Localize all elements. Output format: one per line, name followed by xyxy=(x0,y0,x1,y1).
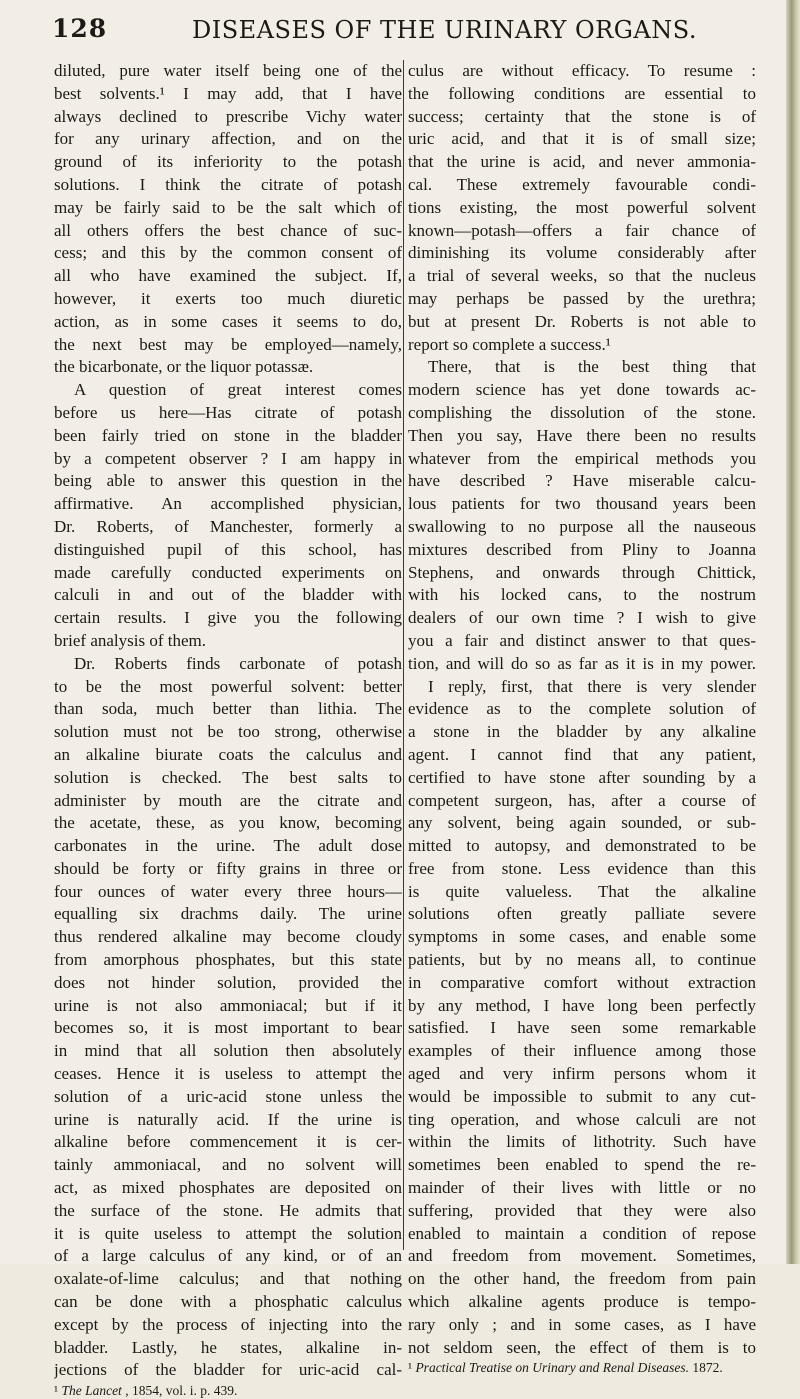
right-column xyxy=(408,60,756,1376)
text-line: should be forty or fifty grains in three or xyxy=(54,858,402,878)
text-line: that the urine is acid, and never ammonia- xyxy=(408,152,756,172)
text-line: ting operation, and whose calculi are not xyxy=(408,1109,756,1129)
text-line: would be impossible to submit to any cut- xyxy=(408,1086,756,1106)
text-line: tainly ammoniacal, and no solvent will xyxy=(54,1155,402,1175)
text-line: by any method, I have long been perfectly xyxy=(408,995,756,1015)
page-edge xyxy=(786,0,800,1264)
text-line: for any urinary affection, and on the xyxy=(54,129,402,149)
text-line: diminishing its volume considerably after xyxy=(408,243,756,263)
text-line: than soda, much better than lithia. The xyxy=(54,699,402,719)
text-line: I reply, first, that there is very slender xyxy=(428,676,756,696)
text-line: solutions. I think the citrate of potash xyxy=(54,174,402,194)
text-line: mitted to autopsy, and demonstrated to be xyxy=(408,836,756,856)
text-line: affirmative. An accomplished physician, xyxy=(54,494,402,514)
text-line: symptoms in some cases, and enable some xyxy=(408,927,756,947)
text-line: brief analysis of them. xyxy=(54,630,207,650)
text-line: patients, but by no means all, to continue xyxy=(408,950,756,970)
text-line: can be done with a phosphatic calculus xyxy=(54,1292,402,1312)
text-line: certain results. I give you the following xyxy=(54,608,402,628)
text-line: on the other hand, the freedom from pain xyxy=(408,1269,756,1289)
text-line: dealers of our own time ? I wish to give xyxy=(408,608,756,628)
text-line: it is quite useless to attempt the solution xyxy=(54,1223,402,1243)
text-line: competent surgeon, has, after a course of xyxy=(408,790,756,810)
text-line: becomes so, it is most important to bear xyxy=(54,1018,402,1038)
text-line: in mind that all solution then absolutely xyxy=(54,1041,402,1061)
text-line: a stone in the bladder by any alkaline xyxy=(408,722,756,742)
text-line: best solvents.¹ I may add, that I have xyxy=(54,83,402,103)
text-line: mainder of their lives with little or no xyxy=(408,1178,756,1198)
text-line: does not hinder solution, provided the xyxy=(54,972,402,992)
footnote-part: Practical Treatise on Urinary and Renal Diseases. xyxy=(415,1360,690,1376)
text-line: diluted, pure water itself being one of the xyxy=(54,61,402,80)
text-line: Then you say, Have there been no results xyxy=(408,425,756,445)
text-line: except by the process of injecting into the xyxy=(54,1314,402,1334)
text-line: agent. I cannot find that any patient, xyxy=(408,744,756,764)
text-line: however, it exerts too much diuretic xyxy=(54,288,402,308)
text-line: within the limits of lithotrity. Such have xyxy=(408,1132,756,1152)
text-line: jections of the bladder for uric-acid cal- xyxy=(54,1360,402,1380)
text-line: in comparative comfort without extraction xyxy=(408,972,756,992)
text-line: have described ? Have miserable calcu- xyxy=(408,471,756,491)
running-title: DISEASES OF THE URINARY ORGANS. xyxy=(192,16,697,44)
text-line: bladder. Lastly, he states, alkaline in- xyxy=(54,1337,402,1357)
text-line: all who have examined the subject. If, xyxy=(54,266,402,286)
text-line: all others offers the best chance of suc- xyxy=(54,220,402,240)
text-line: and freedom from movement. Sometimes, xyxy=(408,1246,756,1266)
left-column xyxy=(54,60,402,1399)
footnote-part: ¹ xyxy=(54,1383,59,1399)
text-line: with his locked cans, to the nostrum xyxy=(408,585,756,605)
text-line: cal. These extremely favourable condi- xyxy=(408,174,756,194)
text-line: thus rendered alkaline may become cloudy xyxy=(54,927,402,947)
running-header xyxy=(52,14,764,48)
text-line: uric acid, and that it is of small size; xyxy=(408,129,756,149)
text-line: satisfied. I have seen some remarkable xyxy=(408,1018,756,1038)
text-line: a trial of several weeks, so that the nucleus xyxy=(408,266,756,286)
text-line: sometimes been enabled to spend the re- xyxy=(408,1155,756,1175)
footnote-part: , 1854, vol. i. p. 439. xyxy=(125,1383,238,1399)
footnote xyxy=(408,1359,756,1376)
text-line: the bicarbonate, or the liquor potassæ. xyxy=(54,357,314,377)
text-line: the next best may be employed—namely, xyxy=(54,334,402,354)
text-line: calculi in and out of the bladder with xyxy=(54,585,402,605)
column-divider xyxy=(403,60,404,1250)
text-line: before us here—Has citrate of potash xyxy=(54,402,402,422)
text-line: examples of their influence among those xyxy=(408,1041,756,1061)
footnote-part: The Lancet xyxy=(61,1383,122,1399)
text-line: swallowing to no purpose all the nauseous xyxy=(408,516,756,536)
text-line: the surface of the stone. He admits that xyxy=(54,1200,402,1220)
text-line: complishing the dissolution of the stone. xyxy=(408,402,756,422)
text-line: administer by mouth are the citrate and xyxy=(54,790,402,810)
text-line: the acetate, these, as you know, becoming xyxy=(54,813,402,833)
text-line: solutions often greatly palliate severe xyxy=(408,904,756,924)
text-line: urine is not also ammoniacal; but if it xyxy=(54,995,402,1015)
text-line: suffering, provided that they were also xyxy=(408,1200,756,1220)
text-line: lous patients for two thousand years been xyxy=(408,494,756,514)
text-line: being able to answer this question in the xyxy=(54,471,402,491)
text-line: may be fairly said to be the salt which of xyxy=(54,197,402,217)
text-line: report so complete a success.¹ xyxy=(408,334,611,354)
text-line: modern science has yet done towards ac- xyxy=(408,380,756,400)
text-line: may perhaps be passed by the urethra; xyxy=(408,288,756,308)
text-line: by a competent observer ? I am happy in xyxy=(54,448,402,468)
text-line: Dr. Roberts finds carbonate of potash xyxy=(74,653,402,673)
text-line: been fairly tried on stone in the bladder xyxy=(54,425,402,445)
text-line: from amorphous phosphates, but this state xyxy=(54,950,402,970)
text-line: certified to have stone after sounding by a xyxy=(408,767,756,787)
text-line: Stephens, and onwards through Chittick, xyxy=(408,562,756,582)
footnote xyxy=(54,1382,402,1399)
text-line: enabled to maintain a condition of repose xyxy=(408,1223,756,1243)
text-line: solution is checked. The best salts to xyxy=(54,767,402,787)
text-line: the following conditions are essential to xyxy=(408,83,756,103)
text-line: an alkaline biurate coats the calculus and xyxy=(54,744,402,764)
text-line: equalling six drachms daily. The urine xyxy=(54,904,402,924)
text-line: four ounces of water every three hours— xyxy=(54,881,402,901)
text-line: not seldom seen, the effect of them is to xyxy=(408,1337,756,1357)
text-line: alkaline before commencement it is cer- xyxy=(54,1132,402,1152)
text-line: tions existing, the most powerful solvent xyxy=(408,197,756,217)
footnote-part: 1872. xyxy=(692,1360,723,1376)
text-line: of a large calculus of any kind, or of an xyxy=(54,1246,402,1266)
text-line: ceases. Hence it is useless to attempt the xyxy=(54,1064,402,1084)
text-line: solution must not be too strong, otherwise xyxy=(54,722,402,742)
text-line: carbonates in the urine. The adult dose xyxy=(54,836,402,856)
text-line: oxalate-of-lime calculus; and that nothing xyxy=(54,1269,402,1289)
text-line: always declined to prescribe Vichy water xyxy=(54,106,402,126)
page-number: 128 xyxy=(52,14,108,43)
text-line: known—potash—offers a fair chance of xyxy=(408,220,756,240)
text-line: tion, and will do so as far as it is in my power. xyxy=(408,653,756,673)
text-line: you a fair and distinct answer to that ques- xyxy=(408,630,756,650)
text-line: A question of great interest comes xyxy=(74,380,402,400)
text-line: success; certainty that the stone is of xyxy=(408,106,756,126)
text-line: There, that is the best thing that xyxy=(428,357,756,377)
footnote-part: ¹ xyxy=(408,1360,413,1376)
text-line: action, as in some cases it seems to do, xyxy=(54,311,402,331)
text-line: evidence as to the complete solution of xyxy=(408,699,756,719)
text-line: ground of its inferiority to the potash xyxy=(54,152,402,172)
text-line: free from stone. Less evidence than this xyxy=(408,858,756,878)
text-line: to be the most powerful solvent: better xyxy=(54,676,402,696)
text-line: any solvent, being again sounded, or sub- xyxy=(408,813,756,833)
text-line: made carefully conducted experiments on xyxy=(54,562,402,582)
text-line: whatever from the empirical methods you xyxy=(408,448,756,468)
text-line: culus are without efficacy. To resume : xyxy=(408,61,756,80)
text-line: is quite valueless. That the alkaline xyxy=(408,881,756,901)
text-line: aged and very infirm persons whom it xyxy=(408,1064,756,1084)
text-line: which alkaline agents produce is tempo- xyxy=(408,1292,756,1312)
text-line: Dr. Roberts, of Manchester, formerly a xyxy=(54,516,402,536)
text-line: act, as mixed phosphates are deposited on xyxy=(54,1178,402,1198)
text-line: but at present Dr. Roberts is not able to xyxy=(408,311,756,331)
text-line: urine is naturally acid. If the urine is xyxy=(54,1109,402,1129)
text-line: mixtures described from Pliny to Joanna xyxy=(408,539,756,559)
text-line: cess; and this by the common consent of xyxy=(54,243,402,263)
text-line: distinguished pupil of this school, has xyxy=(54,539,402,559)
text-line: solution of a uric-acid stone unless the xyxy=(54,1086,402,1106)
text-line: rary only ; and in some cases, as I have xyxy=(408,1314,756,1334)
